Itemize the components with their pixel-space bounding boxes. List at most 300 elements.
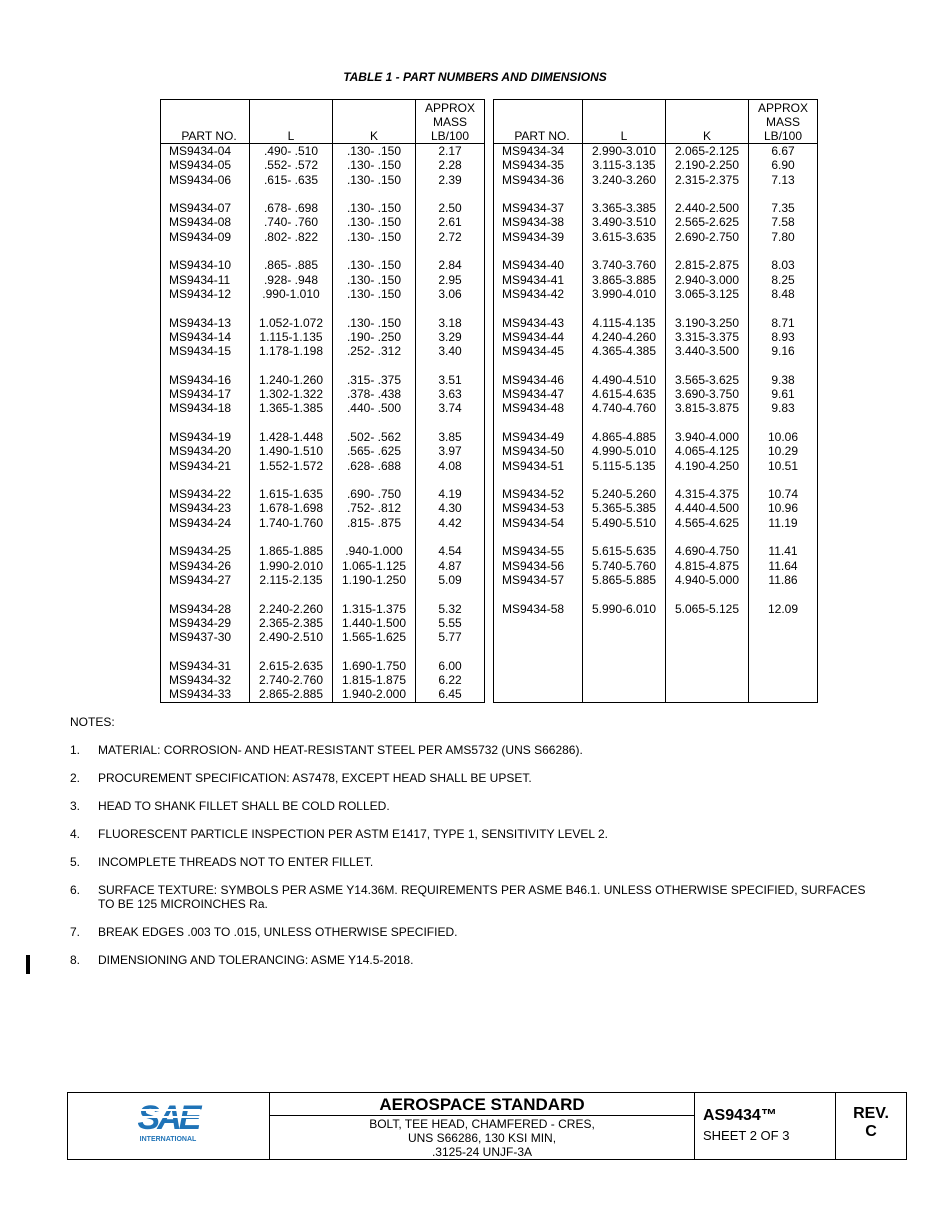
mass-cell: 2.95 — [416, 273, 485, 287]
k-dimension-cell — [666, 630, 749, 644]
l-dimension-cell: 1.052-1.072 — [250, 316, 333, 330]
l-dimension-cell: 1.302-1.322 — [250, 387, 333, 401]
l-dimension-cell: 5.740-5.760 — [583, 559, 666, 573]
header-mass-line2: MASS — [432, 115, 467, 129]
table-row — [494, 287, 818, 301]
mass-cell — [416, 473, 485, 487]
note-item — [70, 827, 870, 841]
l-dimension-cell: 5.615-5.635 — [583, 544, 666, 558]
k-dimension-cell — [666, 659, 749, 673]
l-dimension-cell: .990-1.010 — [250, 287, 333, 301]
mass-cell: 7.80 — [749, 230, 818, 244]
table-row — [494, 501, 818, 515]
part-number-cell: MS9434-26 — [161, 559, 250, 573]
mass-cell — [749, 530, 818, 544]
k-dimension-cell: .130- .150 — [333, 158, 416, 172]
header-k: K — [666, 100, 749, 144]
spacer-row — [494, 673, 818, 687]
table-row — [161, 444, 485, 458]
part-number-cell: MS9434-23 — [161, 501, 250, 515]
mass-cell: 5.55 — [416, 616, 485, 630]
k-dimension-cell — [666, 616, 749, 630]
l-dimension-cell — [583, 616, 666, 630]
l-dimension-cell: .740- .760 — [250, 215, 333, 229]
title-block — [67, 1092, 907, 1160]
part-number-cell: MS9434-33 — [161, 687, 250, 702]
l-dimension-cell: 4.490-4.510 — [583, 373, 666, 387]
k-dimension-cell: .815- .875 — [333, 516, 416, 530]
mass-cell: 3.97 — [416, 444, 485, 458]
part-number-cell: MS9434-35 — [494, 158, 583, 172]
header-mass-line3: LB/100 — [430, 129, 470, 143]
table-row — [494, 258, 818, 272]
mass-cell: 4.87 — [416, 559, 485, 573]
k-dimension-cell: 3.315-3.375 — [666, 330, 749, 344]
l-dimension-cell: 1.490-1.510 — [250, 444, 333, 458]
k-dimension-cell — [333, 358, 416, 372]
table-row — [494, 544, 818, 558]
k-dimension-cell: .130- .150 — [333, 287, 416, 301]
part-number-cell — [161, 473, 250, 487]
mass-cell: 9.38 — [749, 373, 818, 387]
table-row — [161, 287, 485, 301]
note-text: DIMENSIONING AND TOLERANCING: ASME Y14.5-2018. — [98, 953, 414, 967]
spacer-row — [161, 416, 485, 430]
mass-cell — [749, 687, 818, 702]
mass-cell: 2.39 — [416, 173, 485, 187]
part-number-cell: MS9434-16 — [161, 373, 250, 387]
revision-value: C — [865, 1123, 877, 1140]
k-dimension-cell: .130- .150 — [333, 215, 416, 229]
part-number-cell: MS9434-18 — [161, 401, 250, 415]
l-dimension-cell: 2.740-2.760 — [250, 673, 333, 687]
table-row — [494, 487, 818, 501]
l-dimension-cell — [583, 358, 666, 372]
l-dimension-cell — [583, 244, 666, 258]
table-row — [494, 430, 818, 444]
mass-cell: 11.41 — [749, 544, 818, 558]
spacer-row — [161, 587, 485, 601]
l-dimension-cell: 1.740-1.760 — [250, 516, 333, 530]
part-number-cell — [161, 358, 250, 372]
l-dimension-cell: 5.365-5.385 — [583, 501, 666, 515]
header-mass-line3: LB/100 — [763, 129, 803, 143]
k-dimension-cell — [666, 673, 749, 687]
note-text: INCOMPLETE THREADS NOT TO ENTER FILLET. — [98, 855, 374, 869]
k-dimension-cell: .565- .625 — [333, 444, 416, 458]
header-mass — [749, 100, 818, 144]
table-row — [494, 273, 818, 287]
mass-cell — [749, 301, 818, 315]
mass-cell: 7.13 — [749, 173, 818, 187]
part-number-cell — [494, 187, 583, 201]
mass-cell: 9.83 — [749, 401, 818, 415]
note-number: 5. — [70, 855, 81, 869]
spacer-row — [161, 530, 485, 544]
part-number-cell: MS9434-47 — [494, 387, 583, 401]
part-number-cell: MS9434-22 — [161, 487, 250, 501]
k-dimension-cell: 3.065-3.125 — [666, 287, 749, 301]
k-dimension-cell — [666, 644, 749, 658]
table-row — [161, 516, 485, 530]
k-dimension-cell — [333, 644, 416, 658]
l-dimension-cell — [250, 187, 333, 201]
part-number-cell: MS9434-44 — [494, 330, 583, 344]
standard-type: AEROSPACE STANDARD — [270, 1093, 694, 1116]
k-dimension-cell: 1.190-1.250 — [333, 573, 416, 587]
header-mass-line1: APPROX — [757, 101, 808, 115]
table-row — [161, 687, 485, 702]
l-dimension-cell: 5.490-5.510 — [583, 516, 666, 530]
part-number-cell: MS9434-13 — [161, 316, 250, 330]
part-number-cell: MS9434-40 — [494, 258, 583, 272]
part-number-cell: MS9434-38 — [494, 215, 583, 229]
part-number-cell: MS9434-11 — [161, 273, 250, 287]
part-number-cell: MS9434-04 — [161, 144, 250, 159]
table-row — [161, 616, 485, 630]
part-number-cell — [494, 473, 583, 487]
k-dimension-cell: 2.940-3.000 — [666, 273, 749, 287]
l-dimension-cell: 4.990-5.010 — [583, 444, 666, 458]
l-dimension-cell — [250, 644, 333, 658]
k-dimension-cell: 3.940-4.000 — [666, 430, 749, 444]
part-number-cell: MS9434-27 — [161, 573, 250, 587]
part-number-cell: MS9434-25 — [161, 544, 250, 558]
mass-cell: 6.90 — [749, 158, 818, 172]
k-dimension-cell: 2.190-2.250 — [666, 158, 749, 172]
k-dimension-cell — [666, 358, 749, 372]
note-item — [70, 883, 870, 911]
k-dimension-cell: 2.065-2.125 — [666, 144, 749, 159]
table-row — [494, 401, 818, 415]
k-dimension-cell — [333, 473, 416, 487]
part-number-cell: MS9434-05 — [161, 158, 250, 172]
k-dimension-cell: .440- .500 — [333, 401, 416, 415]
mass-cell: 4.42 — [416, 516, 485, 530]
sae-logo-mark — [136, 1099, 203, 1143]
table-row — [494, 602, 818, 616]
part-number-cell — [494, 416, 583, 430]
note-item — [70, 799, 870, 813]
part-number-cell: MS9434-19 — [161, 430, 250, 444]
note-text: SURFACE TEXTURE: SYMBOLS PER ASME Y14.36M. REQUIREMENTS PER ASME B46.1. UNLESS OTHERWISE SPECIFIED, SURFACES TO BE 125 MICROINCHES Ra. — [98, 883, 866, 911]
mass-cell: 7.35 — [749, 201, 818, 215]
l-dimension-cell: 4.115-4.135 — [583, 316, 666, 330]
k-dimension-cell — [333, 587, 416, 601]
table-row — [494, 230, 818, 244]
spacer-row — [161, 301, 485, 315]
k-dimension-cell — [666, 301, 749, 315]
part-number-cell — [161, 187, 250, 201]
spacer-row — [494, 644, 818, 658]
k-dimension-cell: 2.690-2.750 — [666, 230, 749, 244]
table-row — [161, 201, 485, 215]
mass-cell: 8.25 — [749, 273, 818, 287]
l-dimension-cell — [583, 644, 666, 658]
part-number-cell — [494, 616, 583, 630]
note-number: 1. — [70, 743, 81, 757]
k-dimension-cell — [333, 416, 416, 430]
table-row — [161, 459, 485, 473]
mass-cell: 10.51 — [749, 459, 818, 473]
k-dimension-cell: .252- .312 — [333, 344, 416, 358]
mass-cell: 3.63 — [416, 387, 485, 401]
part-number-cell: MS9434-52 — [494, 487, 583, 501]
mass-cell: 6.22 — [416, 673, 485, 687]
table-row — [161, 330, 485, 344]
mass-cell: 8.93 — [749, 330, 818, 344]
l-dimension-cell — [583, 416, 666, 430]
table-row — [494, 144, 818, 159]
part-number-cell: MS9434-46 — [494, 373, 583, 387]
k-dimension-cell — [666, 416, 749, 430]
k-dimension-cell — [666, 187, 749, 201]
part-number-cell: MS9434-17 — [161, 387, 250, 401]
mass-cell: 5.32 — [416, 602, 485, 616]
mass-cell: 4.54 — [416, 544, 485, 558]
l-dimension-cell: 1.865-1.885 — [250, 544, 333, 558]
part-number-cell: MS9434-24 — [161, 516, 250, 530]
mass-cell: 11.64 — [749, 559, 818, 573]
table-row — [161, 215, 485, 229]
k-dimension-cell: .752- .812 — [333, 501, 416, 515]
l-dimension-cell: 3.615-3.635 — [583, 230, 666, 244]
table-row — [494, 215, 818, 229]
revision-change-bar — [26, 955, 30, 974]
part-number-cell: MS9434-28 — [161, 602, 250, 616]
mass-cell: 10.29 — [749, 444, 818, 458]
part-number-cell: MS9434-49 — [494, 430, 583, 444]
k-dimension-cell: 2.565-2.625 — [666, 215, 749, 229]
mass-cell: 4.19 — [416, 487, 485, 501]
l-dimension-cell: 1.115-1.135 — [250, 330, 333, 344]
l-dimension-cell: 4.865-4.885 — [583, 430, 666, 444]
mass-cell: 3.18 — [416, 316, 485, 330]
sae-logo-icon — [68, 1093, 269, 1159]
part-number-cell — [494, 644, 583, 658]
l-dimension-cell — [583, 659, 666, 673]
table-row — [494, 444, 818, 458]
l-dimension-cell: 5.865-5.885 — [583, 573, 666, 587]
table-row — [161, 158, 485, 172]
note-text: BREAK EDGES .003 TO .015, UNLESS OTHERWISE SPECIFIED. — [98, 925, 458, 939]
l-dimension-cell: .928- .948 — [250, 273, 333, 287]
mass-cell: 6.00 — [416, 659, 485, 673]
table-row — [494, 173, 818, 187]
l-dimension-cell — [583, 630, 666, 644]
revision-label: REV. — [853, 1105, 889, 1122]
mass-cell — [749, 659, 818, 673]
part-number-cell — [494, 587, 583, 601]
mass-cell: 3.85 — [416, 430, 485, 444]
note-number: 7. — [70, 925, 81, 939]
mass-cell: 9.16 — [749, 344, 818, 358]
l-dimension-cell: 1.178-1.198 — [250, 344, 333, 358]
note-number: 2. — [70, 771, 81, 785]
mass-cell — [749, 587, 818, 601]
l-dimension-cell: 2.615-2.635 — [250, 659, 333, 673]
l-dimension-cell — [250, 244, 333, 258]
table-row — [494, 373, 818, 387]
l-dimension-cell — [250, 301, 333, 315]
l-dimension-cell: .678- .698 — [250, 201, 333, 215]
k-dimension-cell — [666, 530, 749, 544]
k-dimension-cell: .190- .250 — [333, 330, 416, 344]
spacer-row — [161, 187, 485, 201]
part-number-cell: MS9434-56 — [494, 559, 583, 573]
spacer-row — [494, 301, 818, 315]
mass-cell — [749, 187, 818, 201]
spacer-row — [161, 244, 485, 258]
l-dimension-cell: 2.365-2.385 — [250, 616, 333, 630]
l-dimension-cell — [583, 673, 666, 687]
mass-cell: 4.30 — [416, 501, 485, 515]
l-dimension-cell — [583, 187, 666, 201]
table-row — [494, 459, 818, 473]
part-number-cell — [161, 301, 250, 315]
part-number-cell: MS9434-50 — [494, 444, 583, 458]
part-number-cell: MS9434-09 — [161, 230, 250, 244]
l-dimension-cell: 4.615-4.635 — [583, 387, 666, 401]
part-number-cell: MS9434-51 — [494, 459, 583, 473]
mass-cell: 10.06 — [749, 430, 818, 444]
l-dimension-cell — [583, 473, 666, 487]
part-number-cell: MS9434-58 — [494, 602, 583, 616]
l-dimension-cell: 2.115-2.135 — [250, 573, 333, 587]
mass-cell — [416, 187, 485, 201]
part-number-cell: MS9434-15 — [161, 344, 250, 358]
table-row — [161, 559, 485, 573]
l-dimension-cell: 4.740-4.760 — [583, 401, 666, 415]
title-description-cell — [270, 1093, 695, 1159]
l-dimension-cell: 1.552-1.572 — [250, 459, 333, 473]
l-dimension-cell: 3.240-3.260 — [583, 173, 666, 187]
table-row — [161, 602, 485, 616]
table-row — [161, 373, 485, 387]
l-dimension-cell: 1.240-1.260 — [250, 373, 333, 387]
k-dimension-cell: .315- .375 — [333, 373, 416, 387]
mass-cell — [416, 416, 485, 430]
note-item — [70, 771, 870, 785]
k-dimension-cell: .502- .562 — [333, 430, 416, 444]
note-item — [70, 953, 870, 967]
k-dimension-cell: .628- .688 — [333, 459, 416, 473]
table-row — [494, 573, 818, 587]
k-dimension-cell: 1.440-1.500 — [333, 616, 416, 630]
l-dimension-cell — [583, 301, 666, 315]
description-line-2: UNS S66286, 130 KSI MIN, — [407, 1131, 557, 1145]
l-dimension-cell: 4.365-4.385 — [583, 344, 666, 358]
header-mass-line2: MASS — [765, 115, 800, 129]
l-dimension-cell — [250, 473, 333, 487]
k-dimension-cell: 4.690-4.750 — [666, 544, 749, 558]
l-dimension-cell: 2.240-2.260 — [250, 602, 333, 616]
l-dimension-cell: 4.240-4.260 — [583, 330, 666, 344]
k-dimension-cell: 4.940-5.000 — [666, 573, 749, 587]
table-row — [161, 401, 485, 415]
mass-cell: 9.61 — [749, 387, 818, 401]
spacer-row — [494, 416, 818, 430]
mass-cell: 4.08 — [416, 459, 485, 473]
k-dimension-cell: 1.315-1.375 — [333, 602, 416, 616]
part-number-cell — [161, 644, 250, 658]
spacer-row — [161, 644, 485, 658]
k-dimension-cell: .378- .438 — [333, 387, 416, 401]
mass-cell — [749, 244, 818, 258]
part-number-cell: MS9434-53 — [494, 501, 583, 515]
note-number: 4. — [70, 827, 81, 841]
note-number: 3. — [70, 799, 81, 813]
table-row — [161, 230, 485, 244]
l-dimension-cell: 1.615-1.635 — [250, 487, 333, 501]
k-dimension-cell — [333, 530, 416, 544]
k-dimension-cell — [333, 244, 416, 258]
document-number: AS9434™ — [703, 1107, 777, 1124]
part-number-cell: MS9434-57 — [494, 573, 583, 587]
part-number-cell: MS9434-10 — [161, 258, 250, 272]
l-dimension-cell — [583, 587, 666, 601]
table-row — [161, 173, 485, 187]
mass-cell — [749, 358, 818, 372]
k-dimension-cell: 4.315-4.375 — [666, 487, 749, 501]
right-parts-table — [493, 99, 818, 703]
k-dimension-cell: .130- .150 — [333, 273, 416, 287]
l-dimension-cell: 3.115-3.135 — [583, 158, 666, 172]
mass-cell: 7.58 — [749, 215, 818, 229]
part-number-cell: MS9434-32 — [161, 673, 250, 687]
note-number: 8. — [70, 953, 81, 967]
k-dimension-cell: .690- .750 — [333, 487, 416, 501]
part-number-cell: MS9434-07 — [161, 201, 250, 215]
part-number-cell: MS9434-48 — [494, 401, 583, 415]
note-text: PROCUREMENT SPECIFICATION: AS7478, EXCEPT HEAD SHALL BE UPSET. — [98, 771, 532, 785]
l-dimension-cell: .615- .635 — [250, 173, 333, 187]
table-row — [161, 544, 485, 558]
left-parts-table — [160, 99, 485, 703]
note-text: HEAD TO SHANK FILLET SHALL BE COLD ROLLED. — [98, 799, 390, 813]
mass-cell: 2.50 — [416, 201, 485, 215]
k-dimension-cell — [333, 187, 416, 201]
part-number-cell: MS9434-54 — [494, 516, 583, 530]
mass-cell: 3.40 — [416, 344, 485, 358]
part-number-cell — [494, 301, 583, 315]
k-dimension-cell: 3.190-3.250 — [666, 316, 749, 330]
table-title: TABLE 1 - PART NUMBERS AND DIMENSIONS — [343, 70, 607, 84]
k-dimension-cell: .130- .150 — [333, 173, 416, 187]
mass-cell: 2.84 — [416, 258, 485, 272]
part-number-cell: MS9434-21 — [161, 459, 250, 473]
part-number-cell — [494, 630, 583, 644]
mass-cell: 6.67 — [749, 144, 818, 159]
mass-cell: 11.19 — [749, 516, 818, 530]
spacer-row — [494, 244, 818, 258]
k-dimension-cell: .130- .150 — [333, 144, 416, 159]
part-description — [270, 1116, 694, 1159]
note-item — [70, 855, 870, 869]
part-number-cell: MS9434-34 — [494, 144, 583, 159]
note-item — [70, 743, 870, 757]
k-dimension-cell: 1.815-1.875 — [333, 673, 416, 687]
part-number-cell — [494, 530, 583, 544]
table-row — [161, 144, 485, 159]
header-l: L — [250, 100, 333, 144]
part-number-cell: MS9434-29 — [161, 616, 250, 630]
spacer-row — [161, 358, 485, 372]
k-dimension-cell: 2.440-2.500 — [666, 201, 749, 215]
mass-cell: 3.06 — [416, 287, 485, 301]
table-row — [161, 344, 485, 358]
mass-cell — [749, 616, 818, 630]
